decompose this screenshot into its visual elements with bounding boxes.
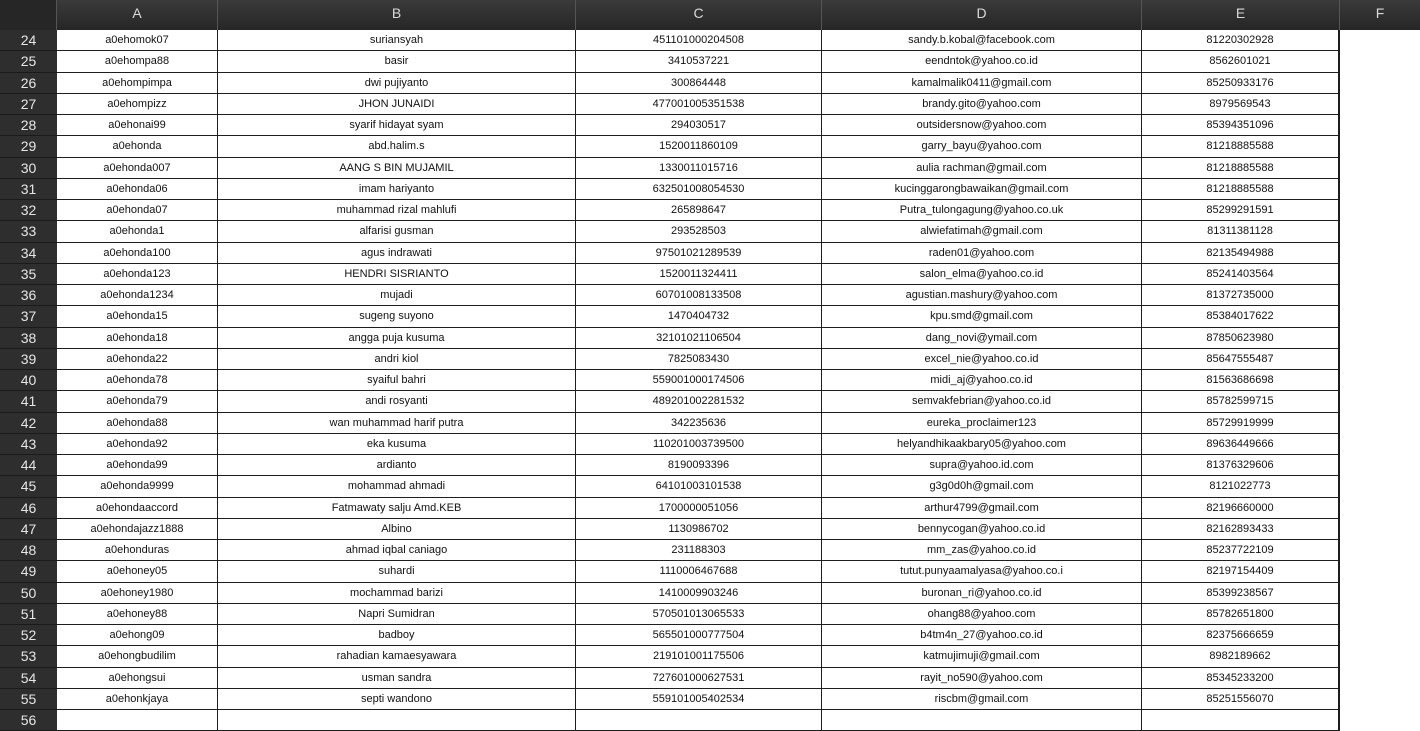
cell-c[interactable]: 294030517 [576, 115, 822, 136]
cell-f[interactable] [1340, 710, 1420, 731]
cell-a[interactable]: a0ehonda1 [57, 221, 218, 242]
cell-c[interactable]: 1130986702 [576, 519, 822, 540]
cell-c[interactable]: 1520011860109 [576, 136, 822, 157]
cell-c[interactable]: 1470404732 [576, 306, 822, 327]
cell-f[interactable] [1340, 285, 1420, 306]
cell-a[interactable]: a0ehondajazz1888 [57, 519, 218, 540]
row-header[interactable]: 45 [0, 476, 57, 497]
cell-b[interactable]: usman sandra [218, 668, 576, 689]
cell-c[interactable]: 3410537221 [576, 51, 822, 72]
cell-f[interactable] [1340, 200, 1420, 221]
cell-a[interactable]: a0ehoney88 [57, 604, 218, 625]
cell-b[interactable]: muhammad rizal mahlufi [218, 200, 576, 221]
cell-d[interactable]: dang_novi@ymail.com [822, 328, 1142, 349]
cell-b[interactable]: suriansyah [218, 30, 576, 51]
cell-b[interactable]: septi wandono [218, 689, 576, 710]
cell-f[interactable] [1340, 561, 1420, 582]
table-row [0, 94, 1420, 115]
row-header[interactable]: 32 [0, 200, 57, 221]
cell-d[interactable]: rayit_no590@yahoo.com [822, 668, 1142, 689]
cell-b[interactable]: HENDRI SISRIANTO [218, 264, 576, 285]
cell-f[interactable] [1340, 179, 1420, 200]
cell-b[interactable]: Albino [218, 519, 576, 540]
row-header[interactable]: 29 [0, 136, 57, 157]
cell-a[interactable]: a0ehonda06 [57, 179, 218, 200]
cell-c[interactable]: 632501008054530 [576, 179, 822, 200]
row-header[interactable]: 53 [0, 646, 57, 667]
cell-f[interactable] [1340, 625, 1420, 646]
row-header[interactable]: 25 [0, 51, 57, 72]
cell-e[interactable]: 85237722109 [1142, 540, 1340, 561]
cell-d[interactable]: raden01@yahoo.com [822, 243, 1142, 264]
cell-e[interactable]: 81376329606 [1142, 455, 1340, 476]
cell-d[interactable]: bennycogan@yahoo.co.id [822, 519, 1142, 540]
cell-a[interactable]: a0ehompimpa [57, 73, 218, 94]
cell-a[interactable]: a0ehong09 [57, 625, 218, 646]
cell-c[interactable]: 60701008133508 [576, 285, 822, 306]
cell-b[interactable]: mochammad barizi [218, 583, 576, 604]
cell-c[interactable]: 1410009903246 [576, 583, 822, 604]
row-header[interactable]: 27 [0, 94, 57, 115]
cell-b[interactable]: basir [218, 51, 576, 72]
cell-c[interactable]: 559101005402534 [576, 689, 822, 710]
row-header[interactable]: 31 [0, 179, 57, 200]
table-row [0, 476, 1420, 497]
cell-d[interactable]: outsidersnow@yahoo.com [822, 115, 1142, 136]
cell-f[interactable] [1340, 476, 1420, 497]
cell-c[interactable]: 559001000174506 [576, 370, 822, 391]
cell-d[interactable]: g3g0d0h@gmail.com [822, 476, 1142, 497]
cell-a[interactable]: a0ehongbudilim [57, 646, 218, 667]
cell-f[interactable] [1340, 540, 1420, 561]
cell-f[interactable] [1340, 30, 1420, 51]
cell-e[interactable]: 85250933176 [1142, 73, 1340, 94]
cell-e[interactable]: 8121022773 [1142, 476, 1340, 497]
cell-f[interactable] [1340, 413, 1420, 434]
cell-a[interactable]: a0ehomok07 [57, 30, 218, 51]
cell-e[interactable]: 81220302928 [1142, 30, 1340, 51]
row-header[interactable]: 40 [0, 370, 57, 391]
cell-e[interactable] [1142, 710, 1340, 731]
table-row [0, 200, 1420, 221]
cell-a[interactable]: a0ehonda007 [57, 158, 218, 179]
cell-f[interactable] [1340, 73, 1420, 94]
cell-f[interactable] [1340, 328, 1420, 349]
cell-f[interactable] [1340, 668, 1420, 689]
cell-b[interactable]: AANG S BIN MUJAMIL [218, 158, 576, 179]
cell-c[interactable]: 64101003101538 [576, 476, 822, 497]
cell-c[interactable]: 477001005351538 [576, 94, 822, 115]
cell-f[interactable] [1340, 646, 1420, 667]
cell-c[interactable]: 32101021106504 [576, 328, 822, 349]
row-header[interactable]: 52 [0, 625, 57, 646]
cell-d[interactable]: eendntok@yahoo.co.id [822, 51, 1142, 72]
cell-d[interactable]: garry_bayu@yahoo.com [822, 136, 1142, 157]
cell-b[interactable]: andri kiol [218, 349, 576, 370]
cell-b[interactable]: sugeng suyono [218, 306, 576, 327]
table-row [0, 328, 1420, 349]
cell-e[interactable]: 8562601021 [1142, 51, 1340, 72]
cell-f[interactable] [1340, 519, 1420, 540]
table-row [0, 668, 1420, 689]
cell-d[interactable]: mm_zas@yahoo.co.id [822, 540, 1142, 561]
cell-f[interactable] [1340, 434, 1420, 455]
row-header[interactable]: 38 [0, 328, 57, 349]
cell-c[interactable]: 8190093396 [576, 455, 822, 476]
cell-a[interactable]: a0ehonda123 [57, 264, 218, 285]
cell-e[interactable]: 85345233200 [1142, 668, 1340, 689]
cell-c[interactable]: 219101001175506 [576, 646, 822, 667]
cell-d[interactable]: katmujimuji@gmail.com [822, 646, 1142, 667]
cell-c[interactable]: 565501000777504 [576, 625, 822, 646]
row-header[interactable]: 28 [0, 115, 57, 136]
row-header[interactable]: 41 [0, 391, 57, 412]
cell-a[interactable]: a0ehonda79 [57, 391, 218, 412]
cell-e[interactable]: 82375666659 [1142, 625, 1340, 646]
table-row [0, 115, 1420, 136]
table-row [0, 583, 1420, 604]
cell-d[interactable]: aulia rachman@gmail.com [822, 158, 1142, 179]
cell-d[interactable]: Putra_tulongagung@yahoo.co.uk [822, 200, 1142, 221]
cell-b[interactable] [218, 710, 576, 731]
cell-d[interactable]: midi_aj@yahoo.co.id [822, 370, 1142, 391]
cell-f[interactable] [1340, 583, 1420, 604]
cell-b[interactable]: eka kusuma [218, 434, 576, 455]
cell-a[interactable]: a0ehonduras [57, 540, 218, 561]
cell-d[interactable]: kpu.smd@gmail.com [822, 306, 1142, 327]
table-row [0, 306, 1420, 327]
cell-f[interactable] [1340, 391, 1420, 412]
table-row [0, 349, 1420, 370]
cell-f[interactable] [1340, 136, 1420, 157]
row-header[interactable]: 30 [0, 158, 57, 179]
table-row [0, 519, 1420, 540]
cell-d[interactable]: ohang88@yahoo.com [822, 604, 1142, 625]
cell-e[interactable]: 85394351096 [1142, 115, 1340, 136]
table-row [0, 498, 1420, 519]
cell-d[interactable]: supra@yahoo.id.com [822, 455, 1142, 476]
cell-a[interactable]: a0ehonda15 [57, 306, 218, 327]
cell-d[interactable]: arthur4799@gmail.com [822, 498, 1142, 519]
cell-e[interactable]: 85299291591 [1142, 200, 1340, 221]
row-header[interactable]: 33 [0, 221, 57, 242]
table-row [0, 625, 1420, 646]
column-header-b[interactable]: B [218, 0, 576, 30]
cell-e[interactable]: 82197154409 [1142, 561, 1340, 582]
cell-e[interactable]: 8982189662 [1142, 646, 1340, 667]
row-header[interactable]: 24 [0, 30, 57, 51]
cell-d[interactable]: tutut.punyaamalyasa@yahoo.co.i [822, 561, 1142, 582]
cell-b[interactable]: ardianto [218, 455, 576, 476]
column-header-f[interactable]: F [1340, 0, 1420, 30]
row-header[interactable]: 36 [0, 285, 57, 306]
row-header[interactable]: 47 [0, 519, 57, 540]
cell-d[interactable]: agustian.mashury@yahoo.com [822, 285, 1142, 306]
cell-c[interactable]: 265898647 [576, 200, 822, 221]
cell-e[interactable]: 85399238567 [1142, 583, 1340, 604]
cell-a[interactable]: a0ehonda9999 [57, 476, 218, 497]
cell-e[interactable]: 85782651800 [1142, 604, 1340, 625]
cell-d[interactable]: eureka_proclaimer123 [822, 413, 1142, 434]
row-header[interactable]: 26 [0, 73, 57, 94]
cell-c[interactable]: 1700000051056 [576, 498, 822, 519]
cell-d[interactable]: kucinggarongbawaikan@gmail.com [822, 179, 1142, 200]
cell-e[interactable]: 82135494988 [1142, 243, 1340, 264]
table-row [0, 391, 1420, 412]
table-row [0, 136, 1420, 157]
cell-b[interactable]: ahmad iqbal caniago [218, 540, 576, 561]
cell-a[interactable]: a0ehonda18 [57, 328, 218, 349]
row-header[interactable]: 56 [0, 710, 57, 731]
cell-d[interactable]: brandy.gito@yahoo.com [822, 94, 1142, 115]
table-row [0, 221, 1420, 242]
column-header-a[interactable]: A [57, 0, 218, 30]
cell-b[interactable]: agus indrawati [218, 243, 576, 264]
cell-f[interactable] [1340, 51, 1420, 72]
cell-e[interactable]: 85241403564 [1142, 264, 1340, 285]
cell-f[interactable] [1340, 221, 1420, 242]
cell-e[interactable]: 85384017622 [1142, 306, 1340, 327]
cell-a[interactable]: a0ehonda92 [57, 434, 218, 455]
cell-a[interactable]: a0ehonda07 [57, 200, 218, 221]
cell-f[interactable] [1340, 455, 1420, 476]
cell-f[interactable] [1340, 94, 1420, 115]
cell-c[interactable]: 570501013065533 [576, 604, 822, 625]
table-row [0, 158, 1420, 179]
cell-b[interactable]: Fatmawaty salju Amd.KEB [218, 498, 576, 519]
row-header[interactable]: 46 [0, 498, 57, 519]
cell-f[interactable] [1340, 349, 1420, 370]
cell-a[interactable]: a0ehonkjaya [57, 689, 218, 710]
cell-b[interactable]: andi rosyanti [218, 391, 576, 412]
table-row [0, 413, 1420, 434]
cell-b[interactable]: wan muhammad harif putra [218, 413, 576, 434]
cell-a[interactable]: a0ehonda22 [57, 349, 218, 370]
cell-c[interactable]: 1110006467688 [576, 561, 822, 582]
cell-c[interactable]: 451101000204508 [576, 30, 822, 51]
table-row [0, 646, 1420, 667]
table-row [0, 540, 1420, 561]
cell-e[interactable]: 81218885588 [1142, 136, 1340, 157]
cell-b[interactable]: mohammad ahmadi [218, 476, 576, 497]
cell-b[interactable]: Napri Sumidran [218, 604, 576, 625]
cell-a[interactable]: a0ehonda88 [57, 413, 218, 434]
table-row [0, 73, 1420, 94]
cell-d[interactable]: semvakfebrian@yahoo.co.id [822, 391, 1142, 412]
cell-e[interactable]: 85729919999 [1142, 413, 1340, 434]
row-header[interactable]: 44 [0, 455, 57, 476]
table-row [0, 51, 1420, 72]
cell-b[interactable]: badboy [218, 625, 576, 646]
cell-c[interactable]: 293528503 [576, 221, 822, 242]
cell-a[interactable]: a0ehonai99 [57, 115, 218, 136]
row-header[interactable]: 37 [0, 306, 57, 327]
cell-c[interactable]: 1520011324411 [576, 264, 822, 285]
cell-a[interactable]: a0ehoney1980 [57, 583, 218, 604]
cell-f[interactable] [1340, 115, 1420, 136]
cell-b[interactable]: suhardi [218, 561, 576, 582]
cell-f[interactable] [1340, 158, 1420, 179]
cell-e[interactable]: 89636449666 [1142, 434, 1340, 455]
cell-d[interactable]: buronan_ri@yahoo.co.id [822, 583, 1142, 604]
cell-a[interactable]: a0ehonda78 [57, 370, 218, 391]
table-row [0, 710, 1420, 731]
cell-a[interactable] [57, 710, 218, 731]
column-header-e[interactable]: E [1142, 0, 1340, 30]
row-header[interactable]: 50 [0, 583, 57, 604]
cell-c[interactable]: 727601000627531 [576, 668, 822, 689]
cell-a[interactable]: a0ehompizz [57, 94, 218, 115]
cell-f[interactable] [1340, 243, 1420, 264]
cell-b[interactable]: mujadi [218, 285, 576, 306]
cell-d[interactable]: riscbm@gmail.com [822, 689, 1142, 710]
table-row [0, 30, 1420, 51]
cell-a[interactable]: a0ehongsui [57, 668, 218, 689]
cell-c[interactable]: 231188303 [576, 540, 822, 561]
cell-d[interactable] [822, 710, 1142, 731]
cell-b[interactable]: imam hariyanto [218, 179, 576, 200]
cell-c[interactable]: 342235636 [576, 413, 822, 434]
table-row [0, 434, 1420, 455]
cell-c[interactable]: 7825083430 [576, 349, 822, 370]
cell-d[interactable]: excel_nie@yahoo.co.id [822, 349, 1142, 370]
cell-c[interactable]: 300864448 [576, 73, 822, 94]
cell-b[interactable]: syaiful bahri [218, 370, 576, 391]
cell-d[interactable]: sandy.b.kobal@facebook.com [822, 30, 1142, 51]
cell-d[interactable]: alwiefatimah@gmail.com [822, 221, 1142, 242]
cell-d[interactable]: salon_elma@yahoo.co.id [822, 264, 1142, 285]
table-row [0, 689, 1420, 710]
cell-e[interactable]: 81218885588 [1142, 179, 1340, 200]
cell-c[interactable]: 1330011015716 [576, 158, 822, 179]
cell-e[interactable]: 81218885588 [1142, 158, 1340, 179]
cell-c[interactable]: 489201002281532 [576, 391, 822, 412]
cell-e[interactable]: 81372735000 [1142, 285, 1340, 306]
cell-b[interactable]: dwi pujiyanto [218, 73, 576, 94]
cell-c[interactable] [576, 710, 822, 731]
cell-c[interactable]: 97501021289539 [576, 243, 822, 264]
cell-e[interactable]: 8979569543 [1142, 94, 1340, 115]
table-row [0, 243, 1420, 264]
column-header-row [0, 0, 1420, 30]
row-header[interactable]: 43 [0, 434, 57, 455]
cell-b[interactable]: angga puja kusuma [218, 328, 576, 349]
table-row [0, 455, 1420, 476]
row-header[interactable]: 39 [0, 349, 57, 370]
cell-e[interactable]: 81563686698 [1142, 370, 1340, 391]
cell-a[interactable]: a0ehompa88 [57, 51, 218, 72]
row-header[interactable]: 35 [0, 264, 57, 285]
table-row [0, 285, 1420, 306]
cell-f[interactable] [1340, 604, 1420, 625]
cell-e[interactable]: 85647555487 [1142, 349, 1340, 370]
cell-f[interactable] [1340, 498, 1420, 519]
cell-a[interactable]: a0ehonda1234 [57, 285, 218, 306]
select-all-corner[interactable] [0, 0, 57, 30]
column-header-d[interactable]: D [822, 0, 1142, 30]
cell-e[interactable]: 81311381128 [1142, 221, 1340, 242]
cell-b[interactable]: alfarisi gusman [218, 221, 576, 242]
cell-f[interactable] [1340, 264, 1420, 285]
table-row [0, 561, 1420, 582]
table-row [0, 370, 1420, 391]
cell-e[interactable]: 85782599715 [1142, 391, 1340, 412]
cell-b[interactable]: rahadian kamaesyawara [218, 646, 576, 667]
cell-f[interactable] [1340, 306, 1420, 327]
row-header[interactable]: 54 [0, 668, 57, 689]
cell-c[interactable]: 110201003739500 [576, 434, 822, 455]
cell-a[interactable]: a0ehonda [57, 136, 218, 157]
cell-d[interactable]: helyandhikaakbary05@yahoo.com [822, 434, 1142, 455]
cell-f[interactable] [1340, 370, 1420, 391]
cell-e[interactable]: 82162893433 [1142, 519, 1340, 540]
cell-d[interactable]: kamalmalik0411@gmail.com [822, 73, 1142, 94]
row-header[interactable]: 48 [0, 540, 57, 561]
table-row [0, 264, 1420, 285]
cell-a[interactable]: a0ehondaaccord [57, 498, 218, 519]
cell-a[interactable]: a0ehonda100 [57, 243, 218, 264]
table-row [0, 179, 1420, 200]
cell-e[interactable]: 82196660000 [1142, 498, 1340, 519]
row-header[interactable]: 55 [0, 689, 57, 710]
row-header[interactable]: 34 [0, 243, 57, 264]
cell-b[interactable]: syarif hidayat syam [218, 115, 576, 136]
cell-f[interactable] [1340, 689, 1420, 710]
row-header[interactable]: 42 [0, 413, 57, 434]
column-header-c[interactable]: C [576, 0, 822, 30]
cell-e[interactable]: 87850623980 [1142, 328, 1340, 349]
table-row [0, 604, 1420, 625]
row-header[interactable]: 51 [0, 604, 57, 625]
row-header[interactable]: 49 [0, 561, 57, 582]
cell-d[interactable]: b4tm4n_27@yahoo.co.id [822, 625, 1142, 646]
cell-e[interactable]: 85251556070 [1142, 689, 1340, 710]
cell-a[interactable]: a0ehoney05 [57, 561, 218, 582]
cell-b[interactable]: JHON JUNAIDI [218, 94, 576, 115]
cell-a[interactable]: a0ehonda99 [57, 455, 218, 476]
cell-b[interactable]: abd.halim.s [218, 136, 576, 157]
